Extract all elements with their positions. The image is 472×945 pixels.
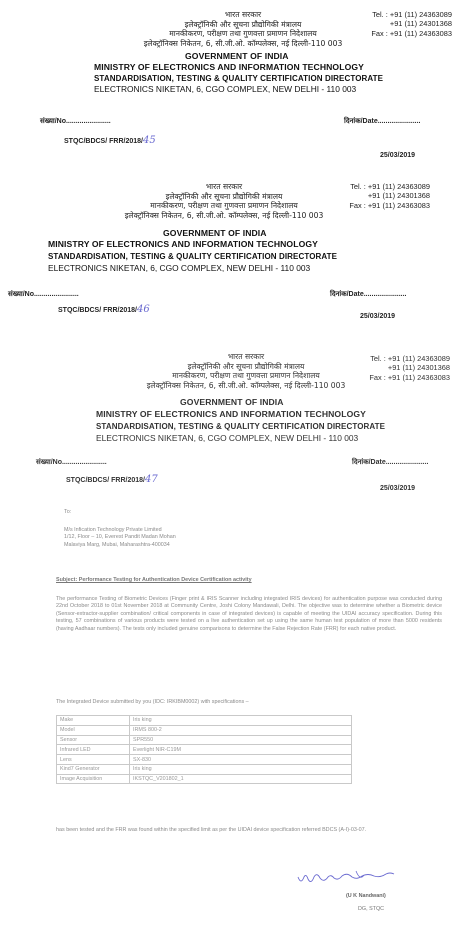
letter-date: 25/03/2019 [380, 485, 416, 492]
table-row: Model IRMS 800-2 [57, 725, 352, 735]
table-row: Make Iris king [57, 716, 352, 726]
letter-page-1 [0, 0, 472, 170]
government-title: GOVERNMENT OF INDIA [185, 51, 289, 61]
letter-date: 25/03/2019 [380, 152, 416, 159]
date-label: दिनांक/Date...................... [352, 459, 429, 466]
address-line: ELECTRONICS NIKETAN, 6, CGO COMPLEX, NEW DELHI - 110 003 [48, 263, 311, 273]
address-line: ELECTRONICS NIKETAN, 6, CGO COMPLEX, NEW DELHI - 110 003 [96, 433, 359, 443]
ministry-title: MINISTRY OF ELECTRONICS AND INFORMATION TECHNOLOGY [94, 62, 364, 72]
number-label: संख्या/No....................... [8, 291, 79, 298]
handwritten-ref: 45 [142, 135, 156, 146]
number-label: संख्या/No....................... [36, 459, 107, 466]
reference-number: STQC/BDCS/ FRR/2018/45 [64, 135, 156, 146]
specifications-table [56, 715, 352, 784]
specs-intro: The Integrated Device submitted by you (IDC: IRKIBM0002) with specifications – [56, 699, 249, 705]
number-label: संख्या/No....................... [40, 118, 111, 125]
contact-block: Tel. : +91 (11) 24363089 +91 (11) 24301368 Fax : +91 (11) 24363083 [349, 182, 430, 210]
date-label: दिनांक/Date...................... [330, 291, 407, 298]
government-title: GOVERNMENT OF INDIA [163, 228, 267, 238]
letter-page-3 [0, 340, 472, 945]
date-label: दिनांक/Date...................... [344, 118, 421, 125]
reference-number: STQC/BDCS/ FRR/2018/46 [58, 304, 150, 315]
address-line: ELECTRONICS NIKETAN, 6, CGO COMPLEX, NEW DELHI - 110 003 [94, 84, 357, 94]
table-row: Kind7 Generator Iris king [57, 764, 352, 774]
table-row: Lens SX-830 [57, 755, 352, 765]
closing-paragraph: has been tested and the FRR was found within the specified limit as per the UIDAI device specification referred BDCS (A-I)-03-07. [56, 827, 367, 833]
subject-line: Subject: Performance Testing for Authentication Device Certification activity [56, 577, 252, 583]
directorate-title: STANDARDISATION, TESTING & QUALITY CERTIFICATION DIRECTORATE [96, 422, 386, 431]
to-label: To: [64, 509, 72, 515]
body-paragraph: The performance Testing of Biometric Devices (Finger print & IRIS Scanner including integrated IRIS devices) for authentication purpose was conducted during 22nd October 2018 to 01st November 2018 at Community Centre, Joshi Colony Mandawali, Delhi. The objective was to determine whether a Biometric device (Sensor-extractor-supplier combination/ critical components in case of integrated devices) is capable of meeting the UIDAI accuracy specification. During this testing, 57 combinations of various products were tested on a live authentication set up using the same human test population of more than 5000 residents (having Aadhaar numbers). The tests only included genuine comparisons to determine the False Rejection Rate (FRR) for each native product. [56, 596, 442, 632]
table-row: Image Acquisition IKSTQC_V201802_1 [57, 774, 352, 784]
handwritten-ref: 47 [144, 474, 158, 485]
recipient-address: M/s Infication Technology Private Limited 1/12, Floor – 10, Everest Pandit Madan Mohan Malaviya Marg, Mubai, Maharashtra-400034 [64, 527, 176, 548]
contact-block: Tel. : +91 (11) 24363089 +91 (11) 24301368 Fax : +91 (11) 24363083 [371, 10, 452, 38]
handwritten-ref: 46 [136, 304, 150, 315]
hindi-header: भारत सरकार इलेक्ट्रॉनिकी और सूचना प्रौद्योगिकी मंत्रालय मानकीकरण, परीक्षण तथा गुणवत्ता प्रमाणन निदेशालय इलेक्ट्रॉनिक्स निकेतन, 6, सी.जी.ओ. कॉम्पलेक्स, नई दिल्ली-110 003 [146, 352, 346, 390]
hindi-header: भारत सरकार इलेक्ट्रॉनिकी और सूचना प्रौद्योगिकी मंत्रालय मानकीकरण, परीक्षण तथा गुणवत्ता प्रमाणन निदेशालय इलेक्ट्रॉनिक्स निकेतन, 6, सी.जी.ओ. कॉम्पलेक्स, नई दिल्ली-110 003 [124, 182, 324, 220]
directorate-title: STANDARDISATION, TESTING & QUALITY CERTIFICATION DIRECTORATE [48, 252, 338, 261]
letter-page-2 [0, 170, 472, 330]
reference-number: STQC/BDCS/ FRR/2018/47 [66, 474, 158, 485]
signatory-name: (U K Nandwani) [346, 893, 386, 899]
directorate-title: STANDARDISATION, TESTING & QUALITY CERTIFICATION DIRECTORATE [94, 74, 384, 83]
contact-block: Tel. : +91 (11) 24363089 +91 (11) 24301368 Fax : +91 (11) 24363083 [369, 354, 450, 382]
government-title: GOVERNMENT OF INDIA [180, 397, 284, 407]
hindi-header: भारत सरकार इलेक्ट्रॉनिकी और सूचना प्रौद्योगिकी मंत्रालय मानकीकरण, परीक्षण तथा गुणवत्ता प्रमाणन निदेशालय इलेक्ट्रॉनिक्स निकेतन, 6, सी.जी.ओ. कॉम्पलेक्स, नई दिल्ली-110 003 [143, 10, 343, 48]
signature [296, 867, 396, 889]
ministry-title: MINISTRY OF ELECTRONICS AND INFORMATION TECHNOLOGY [48, 239, 318, 249]
table-row: Sensor SPR550 [57, 735, 352, 745]
table-row: Infrared LED Everlight NIR-C19M [57, 745, 352, 755]
ministry-title: MINISTRY OF ELECTRONICS AND INFORMATION TECHNOLOGY [96, 409, 366, 419]
signatory-designation: DG, STQC [358, 906, 385, 912]
letter-date: 25/03/2019 [360, 313, 396, 320]
